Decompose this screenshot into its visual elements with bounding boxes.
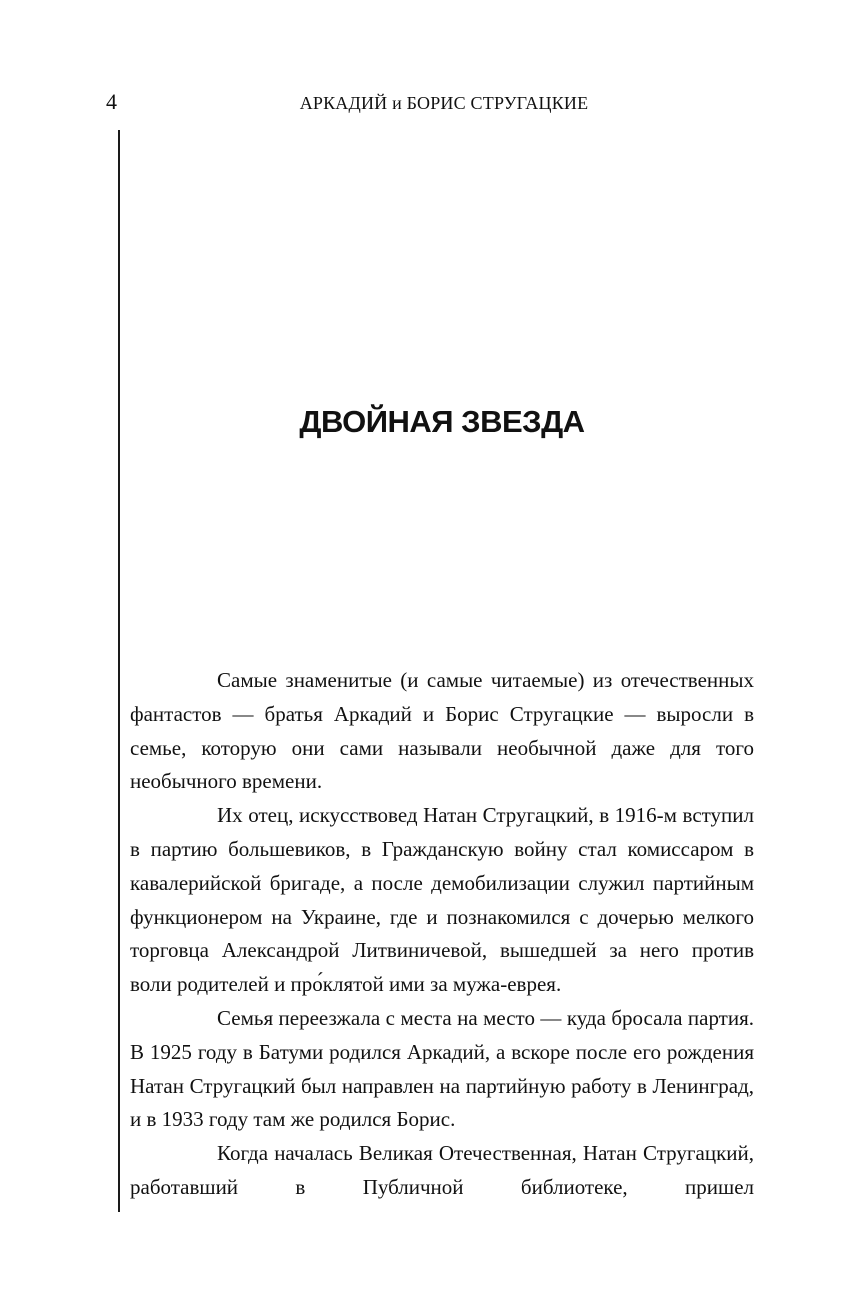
margin-rule — [118, 130, 120, 1212]
paragraph: Когда началась Великая Отечественная, Натан Стругацкий, работавший в Публичной библиотеке, пришел — [130, 1141, 754, 1199]
paragraph: Самые знаменитые (и самые читаемые) из отечественных фантастов — братья Аркадий и Борис Стругацкие — выросли в семье, которую они сами называли необычной даже для того необычного времени. — [130, 668, 754, 794]
paragraph: Их отец, искусствовед Натан Стругацкий, в 1916-м вступил в партию большевиков, в Гражданскую войну стал комиссаром в кавалерийской бригаде, а после демобилизации служил партийным функционером на Украине, где и познакомился с дочерью мелкого торговца Александрой Литвиничевой, вышедшей за него против воли родителей и про́клятой ими за мужа-еврея. — [130, 803, 754, 997]
chapter-title: ДВОЙНАЯ ЗВЕЗДА — [299, 404, 585, 439]
page-number: 4 — [106, 89, 117, 114]
body-text — [130, 664, 754, 1205]
paragraph: Семья переезжала с места на место — куда бросала партия. В 1925 году в Батуми родился Аркадий, а вскоре после его рождения Натан Стругацкий был направлен на партийную работу в Ленинград, и в 1933 году там же родился Борис. — [130, 1005, 754, 1132]
running-header: АРКАДИЙ и БОРИС СТРУГАЦКИЕ — [299, 93, 589, 113]
